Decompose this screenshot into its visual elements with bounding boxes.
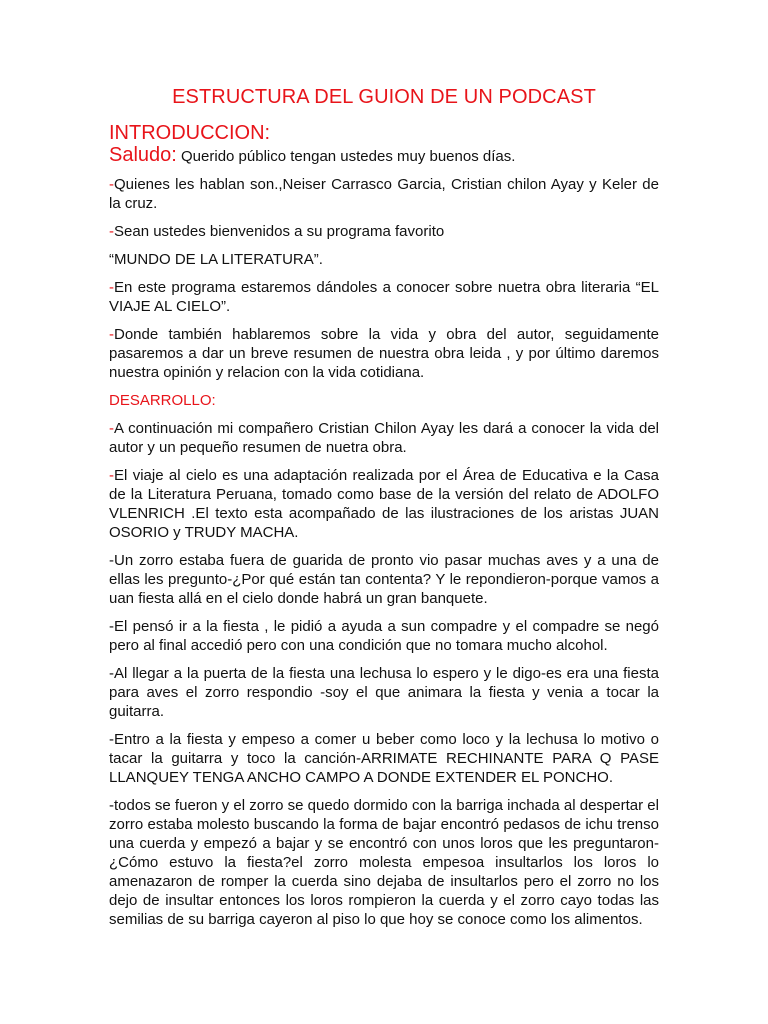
intro-paragraph [109,175,659,213]
intro-paragraph [109,325,659,382]
desarrollo-paragraph [109,617,659,655]
paragraph-dash: - [109,420,114,437]
paragraph-text: El viaje al cielo es una adaptación realizada por el Área de Educativa e la Casa de la Literatura Peruana, tomado como base de la versión del relato de ADOLFO VLENRICH .El texto esta acompañado de las ilustraciones de los aristas JUAN OSORIO y TRUDY MACHA. [109,467,659,541]
desarrollo-paragraph [109,551,659,608]
paragraph-dash: - [109,223,114,240]
paragraph-text: -El pensó ir a la fiesta , le pidió a ayuda a sun compadre y el compadre se negó pero al final accedió pero con una condición que no tomara mucho alcohol. [109,618,659,654]
intro-paragraph [109,250,659,269]
desarrollo-paragraph [109,664,659,721]
desarrollo-heading: DESARROLLO: [109,392,216,409]
saludo-text: Querido público tengan ustedes muy buenos días. [176,148,516,165]
paragraph-dash: - [109,326,114,343]
introduccion-heading: INTRODUCCION: [109,122,271,144]
paragraph-dash: - [109,176,114,193]
saludo-label: Saludo: [109,144,177,166]
paragraph-text: -Entro a la fiesta y empeso a comer u beber como loco y la lechusa lo motivo o tacar la guitarra y toco la canción-ARRIMATE RECHINANTE PARA Q PASE LLANQUEY TENGA ANCHO CAMPO A DONDE EXTENDER EL PONCHO. [109,731,659,786]
intro-paragraph [109,278,659,316]
intro-paragraphs [109,175,659,382]
document-title: ESTRUCTURA DEL GUION DE UN PODCAST [172,86,596,108]
paragraph-text: Quienes les hablan son.,Neiser Carrasco Garcia, Cristian chilon Ayay y Keler de la cruz. [109,176,659,212]
paragraph-dash: - [109,467,114,484]
desarrollo-paragraph [109,466,659,542]
desarrollo-paragraph [109,730,659,787]
paragraph-dash: - [109,279,114,296]
paragraph-text: “MUNDO DE LA LITERATURA”. [109,251,323,268]
paragraph-text: -todos se fueron y el zorro se quedo dormido con la barriga inchada al despertar el zorro estaba molesto buscando la forma de bajar encontró pedasos de ichu trenso una cuerda y empezó a bajar y se encontró con unos loros que les preguntaron-¿Cómo estuvo la fiesta?el zorro molesta empesoa insultarlos los loros lo amenazaron de romper la cuerda sino dejaba de insultarlos pero el zorro no los dejo de insultar entonces los loros rompieron la cuerda y el zorro cayo todas las semilias de su barriga cayeron al piso lo que hoy se conoce como los alimentos. [109,797,659,928]
desarrollo-paragraphs [109,419,659,929]
paragraph-text: Donde también hablaremos sobre la vida y obra del autor, seguidamente pasaremos a dar un breve resumen de nuestra obra leida , y por último daremos nuestra opinión y relacion con la vida cotidiana. [109,326,659,381]
paragraph-text: -Al llegar a la puerta de la fiesta una lechusa lo espero y le digo-es era una fiesta para aves el zorro respondio -soy el que animara la fiesta y venia a tocar la guitarra. [109,665,659,720]
desarrollo-paragraph [109,796,659,929]
document-page [109,84,659,938]
desarrollo-paragraph [109,419,659,457]
paragraph-text: En este programa estaremos dándoles a conocer sobre nuetra obra literaria “EL VIAJE AL CIELO”. [109,279,659,315]
paragraph-text: Sean ustedes bienvenidos a su programa favorito [114,223,445,240]
intro-paragraph [109,222,659,241]
paragraph-text: A continuación mi compañero Cristian Chilon Ayay les dará a conocer la vida del autor y un pequeño resumen de nuetra obra. [109,420,659,456]
paragraph-text: -Un zorro estaba fuera de guarida de pronto vio pasar muchas aves y a una de ellas les pregunto-¿Por qué están tan contenta? Y le repondieron-porque vamos a uan fiesta allá en el cielo donde habrá un gran banquete. [109,552,659,607]
saludo-line [109,146,659,166]
